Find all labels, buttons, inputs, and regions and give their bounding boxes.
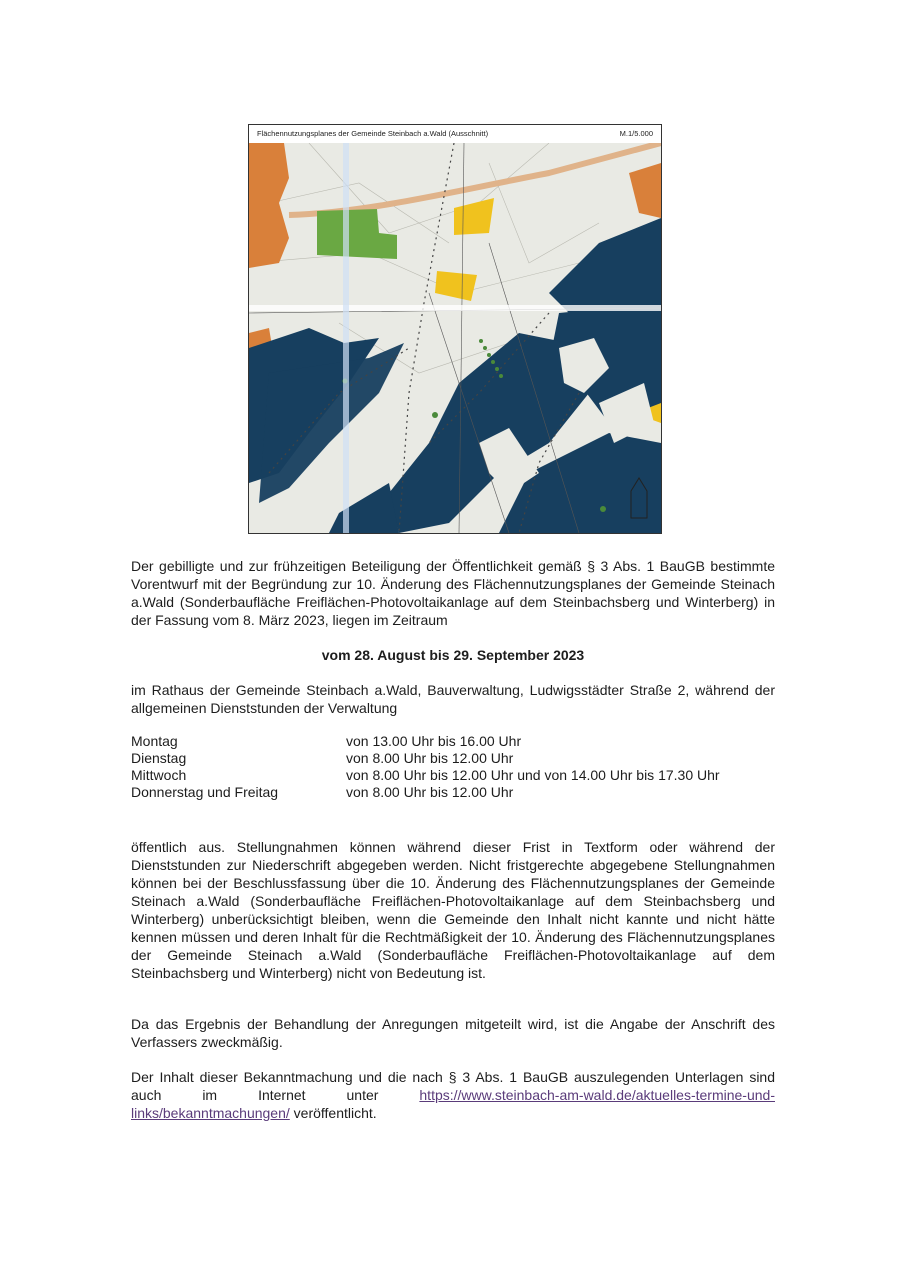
office-hours-row xyxy=(131,733,720,750)
map-image xyxy=(249,143,661,533)
paragraph-address: Da das Ergebnis der Behandlung der Anregungen mitgeteilt wird, ist die Angabe der Anschrift des Verfassers zweckmäßig. xyxy=(131,1016,775,1050)
hours-value: von 8.00 Uhr bis 12.00 Uhr xyxy=(346,784,514,800)
map-scale: M.1/5.000 xyxy=(619,129,653,138)
paragraph-internet xyxy=(131,1068,775,1122)
day-label: Mittwoch xyxy=(131,767,187,783)
paragraph-objections: öffentlich aus. Stellungnahmen können während dieser Frist in Textform oder während der Dienststunden zur Niederschrift abgegeben werden. Nicht fristgerechte abgegebene Stellungnahmen können bei der Beschlussfassung über die 10. Änderung des Flächennutzungsplanes der Gemeinde Steinach a.Wald (Sonderbaufläche Freiflächen-Photovoltaikanlage auf dem Steinbachsberg und Winterberg) unberücksichtigt bleiben, wenn die Gemeinde den Inhalt nicht kannte und nicht hätte kennen müssen und deren Inhalt für die Rechtmäßigkeit der 10. Änderung des Flächennutzungsplanes der Gemeinde Steinach a.Wald (Sonderbaufläche Freiflächen-Photovoltaikanlage auf dem Steinbachsberg und Winterberg) nicht von Bedeutung ist. xyxy=(131,839,775,981)
map-title: Flächennutzungsplanes der Gemeinde Steinbach a.Wald (Ausschnitt) xyxy=(257,129,489,138)
hours-value: von 8.00 Uhr bis 12.00 Uhr und von 14.00 Uhr bis 17.30 Uhr xyxy=(346,767,720,783)
office-hours-row xyxy=(131,750,720,767)
internet-text-before: Der Inhalt dieser Bekanntmachung und die nach § 3 Abs. 1 BauGB auszulegenden Unterlagen sind auch im Internet unter xyxy=(131,1069,775,1103)
internet-text-after: veröffentlicht. xyxy=(289,1105,377,1121)
paragraph-location: im Rathaus der Gemeinde Steinbach a.Wald, Bauverwaltung, Ludwigsstädter Straße 2, während der allgemeinen Dienststunden der Verwaltung xyxy=(131,682,775,716)
day-label: Dienstag xyxy=(131,750,187,766)
hours-value: von 8.00 Uhr bis 12.00 Uhr xyxy=(346,750,514,766)
map-excerpt xyxy=(248,124,662,534)
office-hours-table xyxy=(131,733,720,801)
day-label: Donnerstag und Freitag xyxy=(131,784,279,800)
map-header xyxy=(249,125,661,144)
day-label: Montag xyxy=(131,733,178,749)
bekanntmachungen-link[interactable]: https://www.steinbach-am-wald.de/aktuelles-termine-und-links/bekanntmachungen/ xyxy=(131,1087,775,1121)
date-range: vom 28. August bis 29. September 2023 xyxy=(321,647,585,663)
hours-value: von 13.00 Uhr bis 16.00 Uhr xyxy=(346,733,522,749)
office-hours-row xyxy=(131,767,720,784)
office-hours-row xyxy=(131,784,720,801)
paragraph-intro: Der gebilligte und zur frühzeitigen Beteiligung der Öffentlichkeit gemäß § 3 Abs. 1 BauGB bestimmte Vorentwurf mit der Begründung zur 10. Änderung des Flächennutzungsplanes der Gemeinde Steinach a.Wald (Sonderbaufläche Freiflächen-Photovoltaikanlage auf dem Steinbachsberg und Winterberg) in der Fassung vom 8. März 2023, liegen im Zeitraum xyxy=(131,558,775,628)
land-use-map xyxy=(249,143,661,533)
